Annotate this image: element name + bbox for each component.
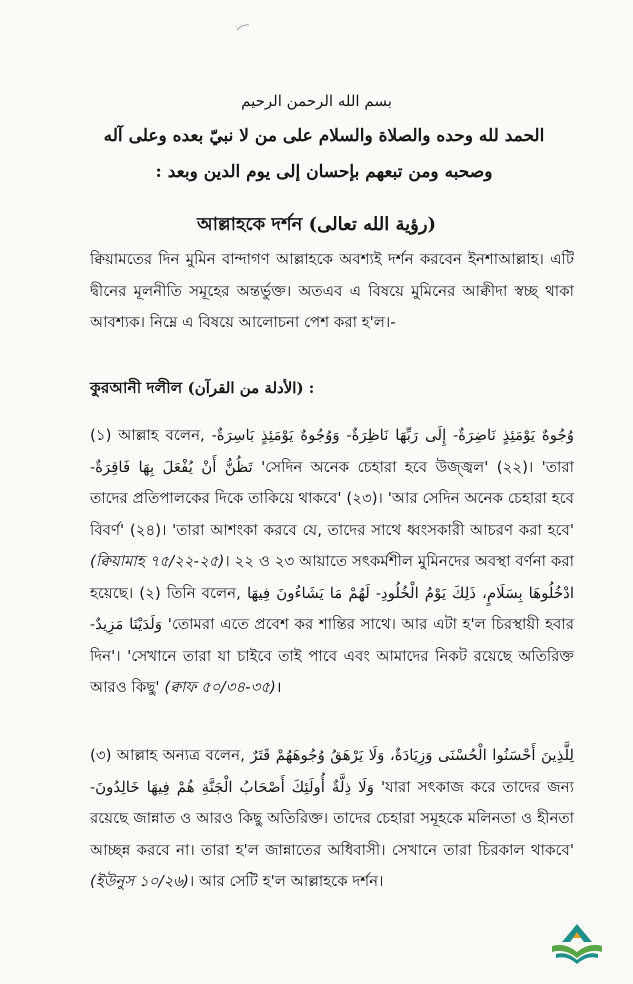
heading-bangla: আল্লাহকে দর্শন xyxy=(196,214,303,235)
subheading-bangla: কুরআনী দলীল xyxy=(90,379,183,397)
open-book-logo-icon xyxy=(548,918,606,968)
point-3-reference: (ইউনুস ১০/২৬) xyxy=(90,872,189,890)
point-3-arabic-verse: لِلَّذِينَ أَحْسَنُوا الْحُسْنَى وَزِيَادَةٌ، وَلَا يَرْهَقُ وُجُوهَهُمْ قَتَرٌ وَلَا ذِلَّةٌ أُولَئِكَ أَصْحَابُ الْجَنَّةِ هُمْ فِيهَا خَالِدُونَ- xyxy=(90,746,574,796)
heading-arabic: (رؤية الله تعالى) xyxy=(308,214,437,235)
point-3-ending: । আর সেটি হ'ল আল্লাহকে দর্শন। xyxy=(188,872,384,890)
point-2-reference: (ক্বাফ ৫০/৩৪-৩৫) xyxy=(164,678,276,696)
point-1-arabic-verse: وُجُوهٌ يَوْمَئِذٍ نَاضِرَةٌ- إِلَى رَبِّهَا نَاظِرَةٌ- وَوُجُوهٌ يَوْمَئِذٍ بَاسِرَةٌ- تَظُنُّ أَنْ يُفْعَلَ بِهَا فَاقِرَةٌ- xyxy=(90,426,574,476)
point-3-lead: (৩) আল্লাহ অন্যত্র বলেন, xyxy=(90,746,245,764)
point-3-paragraph xyxy=(90,740,574,898)
point-1-continuation: । ২২ ও ২৩ আয়াতে সৎকর্মশীল মুমিনদের অবস্থা বর্ণনা করা হয়েছে। (২) তিনি বলেন, xyxy=(90,552,574,602)
point-2-end: । xyxy=(275,678,282,696)
point-2-translation: 'তোমরা এতে প্রবেশ কর শান্তির সাথে। আর এটা হ'ল চিরস্থায়ী হবার দিন'। 'সেখানে তারা যা চাইবে তাই পাবে এবং আমাদের নিকট রয়েছে অতিরিক্ত আরও কিছু' xyxy=(90,615,575,696)
point-1-translation: 'সেদিন অনেক চেহারা হবে উজ্জ্বল' (২২)। 'তারা তাদের প্রতিপালকের দিকে তাকিয়ে থাকবে' (২৩)। 'আর সেদিন অনেক চেহারা হবে বিবর্ণ' (২৪)। 'তারা আশংকা করবে যে, তাদের সাথে ধ্বংসকারী আচরণ করা হবে' xyxy=(90,457,574,539)
point-2-arabic-verse: ادْخُلُوهَا بِسَلَامٍ، ذَلِكَ يَوْمُ الْخُلُودِ- لَهُمْ مَا يَشَاءُونَ فِيهَا وَلَدَيْنَا مَزِيدٌ- xyxy=(90,583,574,633)
pencil-mark-icon xyxy=(236,22,250,32)
page-heading xyxy=(0,210,633,241)
opening-arabic-line-1: الحمد لله وحده والصلاة والسلام على من لا نبيّ بعده وعلى آله xyxy=(103,126,545,146)
subheading-arabic: (الأدلة من القرآن) : xyxy=(187,379,315,397)
point-1-reference: (ক্বিয়ামাহ ৭৫/২২-২৫) xyxy=(90,552,225,570)
point-1-lead: (১) আল্লাহ বলেন, xyxy=(90,426,205,444)
intro-paragraph: ক্বিয়ামতের দিন মুমিন বান্দাগণ আল্লাহকে অবশ্যই দর্শন করবেন ইনশাআল্লাহ। এটি দ্বীনের মূলনীতি সমূহের অন্তর্ভুক্ত। অতএব এ বিষয়ে মুমিনের আক্বীদা স্বচ্ছ থাকা আবশ্যক। নিম্নে এ বিষয়ে আলোচনা পেশ করা হ'ল।- xyxy=(90,250,574,331)
bismillah: بسم الله الرحمن الرحيم xyxy=(241,92,392,110)
opening-arabic-line-2: وصحبه ومن تبعهم بإحسان إلى يوم الدين وبعد : xyxy=(155,162,493,182)
point-1-paragraph xyxy=(90,420,574,704)
point-3-translation: 'যারা সৎকাজ করে তাদের জন্য রয়েছে জান্নাত ও আরও কিছু অতিরিক্ত। তাদের চেহারা সমূহকে মলিনতা ও হীনতা আচ্ছন্ন করবে না। তারা হ'ল জান্নাতের অধিবাসী। সেখানে তারা চিরকাল থাকবে' xyxy=(90,777,574,859)
quran-evidence-heading xyxy=(90,376,574,402)
